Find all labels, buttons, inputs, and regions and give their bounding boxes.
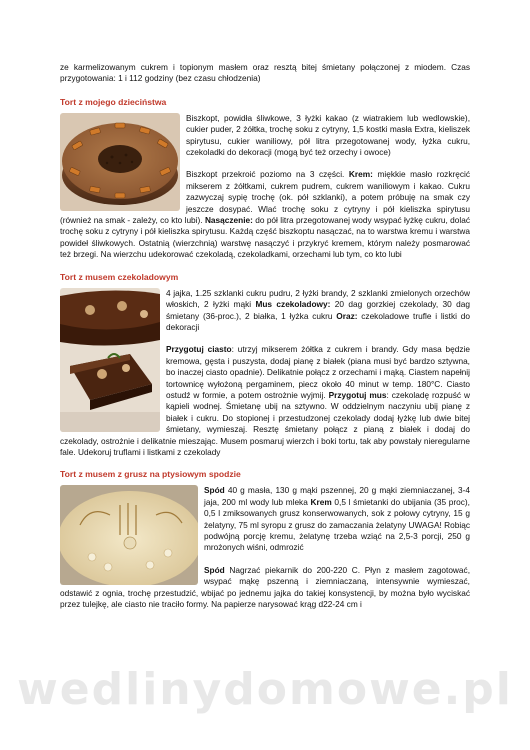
chocolate-cake-photo: [60, 113, 180, 211]
spod-label: Spód: [204, 485, 225, 496]
recipe-title: Tort z musem z grusz na ptysiowym spodzie: [60, 469, 241, 480]
ingredients-text: 4 jajka, 1.25 szklanki cukru pudru, 2 łyżki brandy, 2 szklanki zmielonych orzechów włoskich, 2 łyżki mąki: [166, 287, 470, 310]
method-text: : utrzyj mikserem żółtka z cukrem i brandy. Gdy masa będzie kremowa, gęsta i puszysta, dodaj pianę z białek (piana musi być bardzo sztywna, bo inaczej ciasto opadnie). Delikatnie połącz z orzechami i mąką. Ciastem napełnij tortownicę wyłożoną pergaminem, piecz około 40 minut w temp. 180°C. Ciasto ostudź w formie, a potem ostrożnie wyjmij.: [166, 344, 470, 400]
ingredients-text: 40 g masła, 130 g mąki pszennej, 20 g mąki ziemniaczanej, 3-4 jaja, 200 ml wody lub mleka: [204, 485, 470, 507]
watermark: wedlinydomowe.pl: [17, 664, 513, 715]
method-text: do pół litra przegotowanej wody wsypać łyżkę cukru, dolać trochę soku z cytryny i pół kieliszka spirytusu. Każdą część biszkoptu nasączać, na to warstwa kremu i warstwa powideł śliwkowych. Ostatnią (wierzchnią) warstwę nasączyć i przykryć kremem, którym należy posmarować też brzegi. Na wierzchu udekorować czekoladą, czekoladkami, orzechami lub tym, co kto lubi: [60, 215, 470, 260]
spod-label: Spód: [204, 564, 225, 575]
ciasto-label: Przygotuj ciasto: [166, 344, 232, 355]
method-text: miękkie masło rozkręcić mikserem z żółtkami, cukrem pudrem, cukrem waniliowym i kakao. Cukru zazwyczaj sypię trochę (ok. pół szklanki), a potem próbuję na smak czy jeszcze dosypać. Wlać trochę soku z cytryny i pół kieliszka spirytusu (również na smak - zależy, co kto lubi).: [60, 169, 470, 226]
oraz-label: Oraz:: [336, 310, 358, 321]
recipe-section: [60, 97, 470, 261]
ingredients-text: 0,5 l śmietanki do ubijania (35 proc), 0,5 l zmiksowanych grusz konserwowanych, sok z połowy cytryny, 15 g żelatyny, 75 ml syropu z grusz do zamaczania żelatyny UWAGA! Robiąc podwójną porcję kremu, żelatynę trzeba wziąć na 2,5-3 porcji, 250 g mrożonych wiśni, odmrozić: [204, 496, 470, 553]
document-page: [60, 62, 470, 610]
krem-label: Krem: [310, 496, 332, 507]
intro-paragraph: ze karmelizowanym cukrem i topionym masłem oraz resztą bitej śmietany połączonej z miodem. Czas przygotowania: 1 i 112 godziny (bez czasu chłodzenia): [60, 62, 470, 84]
recipe-title: Tort z mojego dzieciństwa: [60, 96, 167, 107]
nasaczenie-label: Nasączenie:: [204, 215, 253, 226]
recipe-title: Tort z musem czekoladowym: [60, 271, 179, 282]
mus-label: Mus czekoladowy:: [255, 299, 331, 310]
method-text: Biszkopt przekroić poziomo na 3 części.: [186, 169, 349, 180]
method-text: : czekoladę rozpuść w kąpieli wodnej. Śmietanę ubij na sztywno. W oddzielnym naczyniu ubij pianę z białek i cukru. Do stopionej i przestudzonej czekolady dodaj łyżkę lub dwie bitej śmietany, wymieszaj. Resztę śmietany połącz z pianą z białek i dodaj do czekolady, ostrożnie i delikatnie mieszając. Musem posmaruj wierzch i boki tortu, tak aby powstały nieregularne fale. Udekoruj truflami i listkami z czekolady: [60, 389, 470, 457]
ingredients-text: czekoladowe trufle i listki do dekoracji: [166, 310, 470, 332]
przygotuj-mus-label: Przygotuj mus: [328, 389, 387, 400]
recipe-ingredients: Biszkopt, powidła śliwkowe, 3 łyżki kakao (z wiatrakiem lub wedlowskie), cukier puder, 2 żółtka, trochę soku z cytryny, 1,5 kostki masła Extra, kieliszek spirytusu, cukier waniliowy, pół litra przegotowanej wody, łyżka cukru, czekoladki do dekoracji (mogą być też orzechy i owoce): [186, 112, 470, 158]
pear-mousse-cake-photo: [60, 485, 198, 585]
krem-label: Krem:: [348, 169, 373, 180]
ingredients-text: 20 dag gorzkiej czekolady, 30 dag śmietany (36-proc.), 2 białka, 1 łyżka cukru: [166, 299, 470, 321]
chocolate-mousse-cake-photo: [60, 288, 160, 432]
method-text: Nagrzać piekarnik do 200-220 C. Płyn z masłem zagotować, wsypać mąkę pszenną i ziemniaczaną, intensywnie wymieszać, odstawić z ognia, trochę przestudzić, wbijać po jednemu jajka do takiej konsystencji, by można było wyciskać przez tulejkę, ale ciasto nie traciło formy. Na papierze narysować krąg d22-24 cm i: [60, 564, 470, 610]
recipe-section: [60, 469, 470, 610]
recipe-section: [60, 272, 470, 459]
